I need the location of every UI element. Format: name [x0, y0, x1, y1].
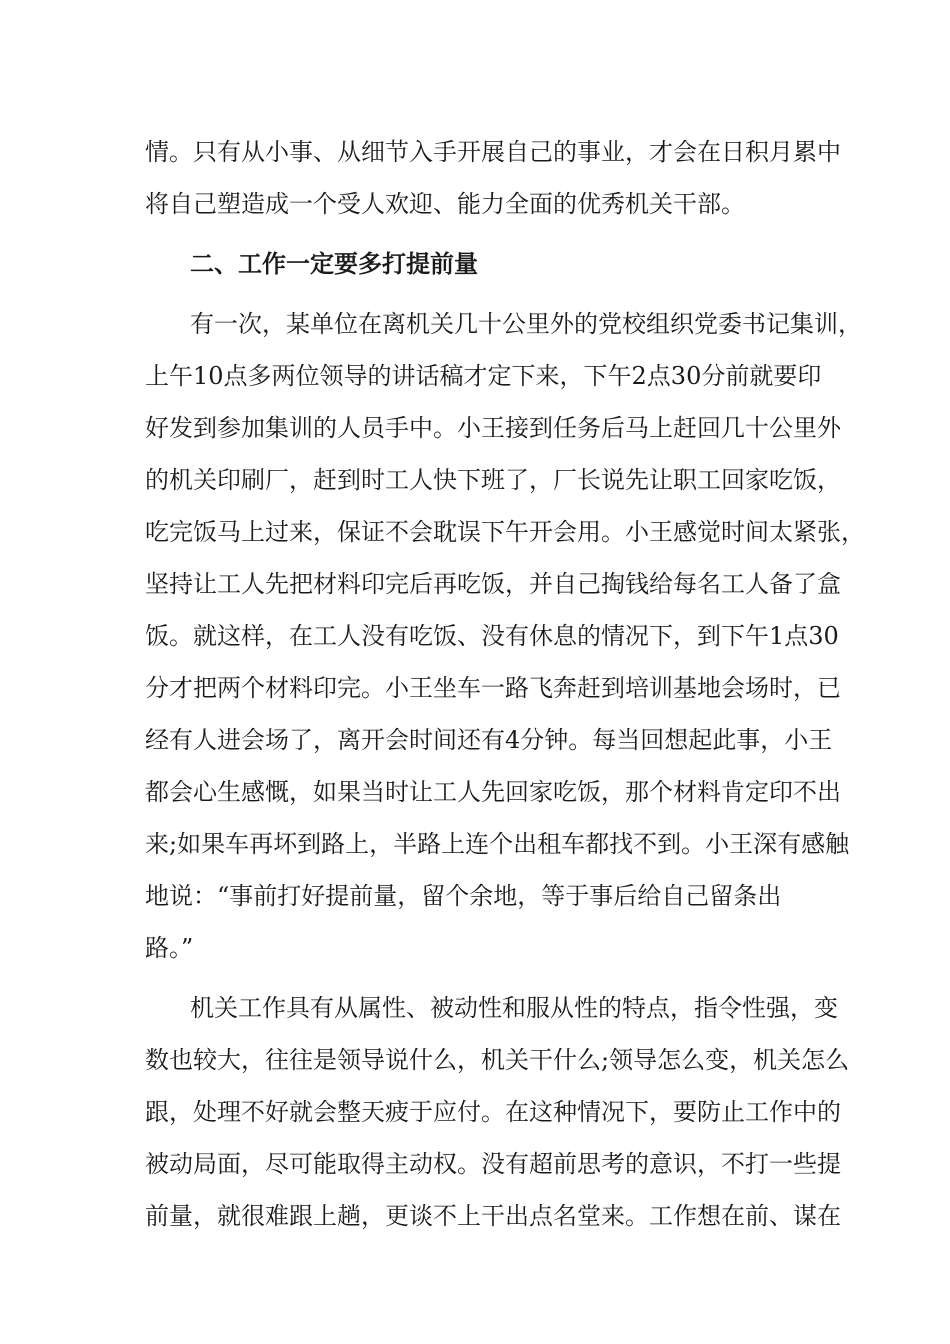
paragraph-2-line-7: 饭。就这样，在工人没有吃饭、没有休息的情况下，到下午1点30 — [145, 622, 839, 650]
paragraph-2-line-13: 路。” — [145, 934, 194, 962]
paragraph-1-line-1: 情。只有从小事、从细节入手开展自己的事业，才会在日积月累中 — [145, 138, 841, 166]
paragraph-3-line-5: 前量，就很难跟上趟，更谈不上干出点名堂来。工作想在前、谋在 — [145, 1202, 841, 1230]
paragraph-2-line-9: 经有人进会场了，离开会时间还有4分钟。每当回想起此事，小王 — [145, 726, 833, 754]
paragraph-3-line-2: 数也较大，往往是领导说什么，机关干什么;领导怎么变，机关怎么 — [145, 1046, 850, 1074]
paragraph-2-line-5: 吃完饭马上过来，保证不会耽误下午开会用。小王感觉时间太紧张， — [145, 518, 865, 546]
paragraph-3-line-1: 机关工作具有从属性、被动性和服从性的特点，指令性强，变 — [190, 994, 838, 1022]
paragraph-2-line-1: 有一次，某单位在离机关几十公里外的党校组织党委书记集训， — [190, 310, 862, 338]
paragraph-2-line-3: 好发到参加集训的人员手中。小王接到任务后马上赶回几十公里外 — [145, 414, 841, 442]
paragraph-2-line-4: 的机关印刷厂，赶到时工人快下班了，厂长说先让职工回家吃饭， — [145, 466, 841, 494]
paragraph-2-line-2: 上午10点多两位领导的讲话稿才定下来，下午2点30分前就要印 — [145, 362, 822, 390]
paragraph-1-line-2: 将自己塑造成一个受人欢迎、能力全面的优秀机关干部。 — [145, 190, 745, 218]
paragraph-2-line-6: 坚持让工人先把材料印完后再吃饭，并自己掏钱给每名工人备了盒 — [145, 570, 841, 598]
section-heading: 二、工作一定要多打提前量 — [190, 249, 478, 278]
paragraph-2-line-12: 地说：“事前打好提前量，留个余地，等于事后给自己留条出 — [145, 882, 782, 910]
paragraph-3-line-4: 被动局面，尽可能取得主动权。没有超前思考的意识，不打一些提 — [145, 1150, 841, 1178]
paragraph-2-line-8: 分才把两个材料印完。小王坐车一路飞奔赶到培训基地会场时，已 — [145, 674, 841, 702]
paragraph-2-line-10: 都会心生感慨，如果当时让工人先回家吃饭，那个材料肯定印不出 — [145, 778, 841, 806]
paragraph-2-line-11: 来;如果车再坏到路上，半路上连个出租车都找不到。小王深有感触 — [145, 830, 850, 858]
paragraph-3-line-3: 跟，处理不好就会整天疲于应付。在这种情况下，要防止工作中的 — [145, 1098, 841, 1126]
